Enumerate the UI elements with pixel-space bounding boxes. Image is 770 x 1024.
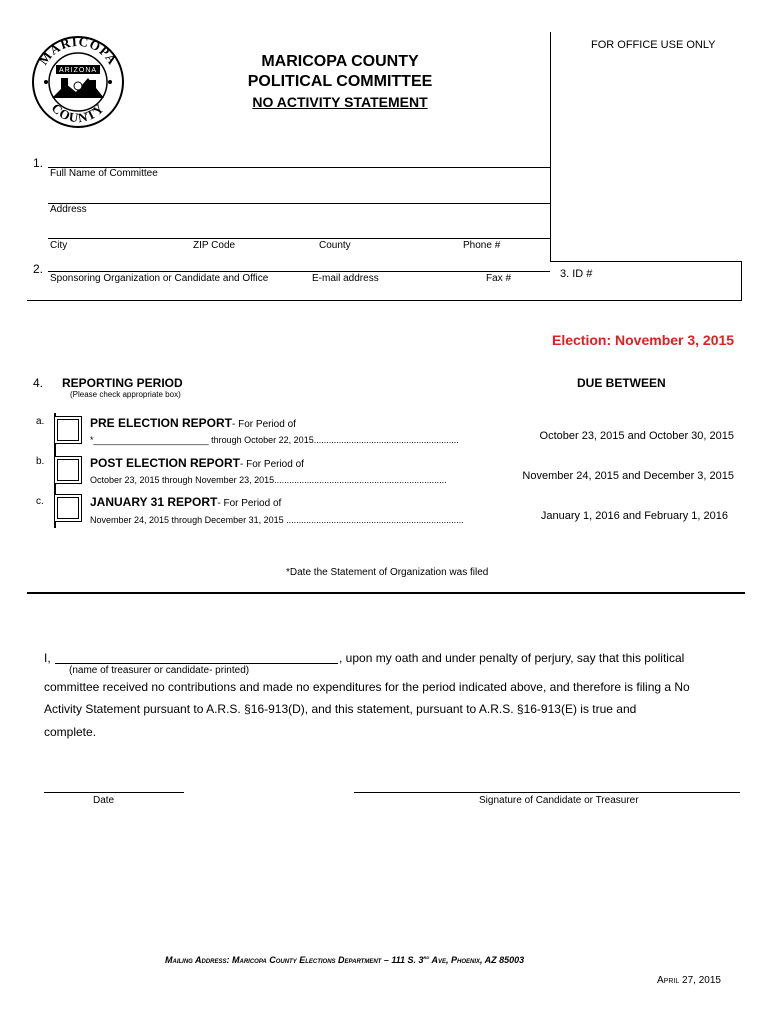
mailing-address (165, 955, 524, 965)
report-a-letter: a. (36, 416, 45, 427)
phone-label: Phone # (463, 240, 501, 251)
date-line[interactable] (44, 792, 184, 793)
office-use-divider (550, 32, 551, 262)
post-election-period: October 23, 2015 through November 23, 2015..................................................................... (90, 475, 447, 485)
mailing-address-post: Ave, Phoenix, AZ 85003 (429, 955, 525, 965)
address-label: Address (50, 204, 87, 215)
city-label: City (50, 240, 68, 251)
post-election-due: November 24, 2015 and December 3, 2015 (522, 470, 734, 482)
email-label: E-mail address (312, 273, 379, 284)
reporting-period-title: REPORTING PERIOD (62, 376, 183, 390)
pre-election-period-row (90, 430, 740, 448)
treasurer-name-caption: (name of treasurer or candidate- printed) (69, 665, 250, 676)
seal-state-text: ARIZONA (58, 67, 98, 74)
sponsor-line[interactable] (48, 271, 550, 272)
due-between-title: DUE BETWEEN (577, 376, 666, 390)
january-report-due: January 1, 2016 and February 1, 2016 (540, 510, 728, 522)
oath-line4: complete. (44, 725, 97, 739)
section-2-number: 2. (33, 262, 44, 276)
seal-top-text: MARICOPA (35, 36, 121, 68)
january-report-checkbox[interactable] (54, 494, 82, 522)
january-report-suffix: - For Period of (217, 498, 282, 509)
zip-label: ZIP Code (193, 240, 236, 251)
section-divider (27, 300, 742, 301)
january-report-period-row (90, 510, 740, 528)
county-seal (30, 36, 126, 128)
committee-name-label: Full Name of Committee (50, 168, 158, 179)
oath-line2: committee received no contributions and made no expenditures for the period indicated above, and therefore is filing a No (44, 680, 690, 694)
post-election-period-row (90, 470, 740, 488)
address-line[interactable] (48, 203, 550, 204)
date-label: Date (93, 795, 115, 806)
thick-divider (27, 592, 745, 594)
office-use-label: FOR OFFICE USE ONLY (591, 39, 716, 51)
oath-line1-rest: , upon my oath and under penalty of perjury, say that this political (339, 651, 685, 665)
pre-election-due: October 23, 2015 and October 30, 2015 (539, 430, 734, 442)
mailing-address-pre: Mailing Address: Maricopa County Elections Department – 111 S. 3 (165, 955, 424, 965)
sponsor-label: Sponsoring Organization or Candidate and Office (50, 273, 269, 284)
seal-bottom-text: COUNTY (48, 100, 108, 126)
revision-date: April 27, 2015 (657, 975, 721, 986)
header-title-2: POLITICAL COMMITTEE (247, 73, 433, 90)
id-box[interactable] (550, 261, 742, 301)
election-date: Election: November 3, 2015 (552, 332, 735, 348)
pre-election-period: *_______________________ through October 22, 2015.......................................................... (90, 435, 459, 445)
pre-election-title: PRE ELECTION REPORT (90, 416, 233, 430)
id-label: 3. ID # (560, 268, 593, 280)
city-line[interactable] (48, 238, 550, 239)
pre-election-suffix: - For Period of (232, 419, 296, 430)
post-election-title: POST ELECTION REPORT (90, 456, 241, 470)
county-label: County (319, 240, 351, 251)
pre-election-checkbox[interactable] (54, 416, 82, 444)
post-election-suffix: - For Period of (240, 459, 304, 470)
header-title-1: MARICOPA COUNTY (261, 53, 419, 70)
treasurer-name-line[interactable] (55, 663, 338, 664)
signature-line[interactable] (354, 792, 740, 793)
report-b-letter: b. (36, 456, 45, 467)
january-report-title-row (90, 493, 281, 511)
january-report-period: November 24, 2015 through December 31, 2015 ....................................................................... (90, 515, 464, 525)
january-report-title: JANUARY 31 REPORT (90, 495, 218, 509)
footnote: *Date the Statement of Organization was filed (286, 567, 489, 578)
mailing-address-sup: rd (423, 955, 430, 961)
report-c-letter: c. (36, 496, 44, 507)
section-1-number: 1. (33, 156, 44, 170)
header-title-3: NO ACTIVITY STATEMENT (252, 94, 428, 110)
fax-label: Fax # (486, 273, 512, 284)
reporting-period-subtitle: (Please check appropriate box) (70, 390, 181, 399)
post-election-checkbox[interactable] (54, 456, 82, 484)
svg-text:MARICOPA (36, 36, 121, 68)
section-4-number: 4. (33, 376, 44, 390)
oath-prefix: I, (44, 651, 51, 665)
signature-label: Signature of Candidate or Treasurer (479, 795, 639, 806)
oath-line3: Activity Statement pursuant to A.R.S. §16-913(D), and this statement, pursuant to A.R.S. §16-913(E) is true and (44, 702, 637, 716)
